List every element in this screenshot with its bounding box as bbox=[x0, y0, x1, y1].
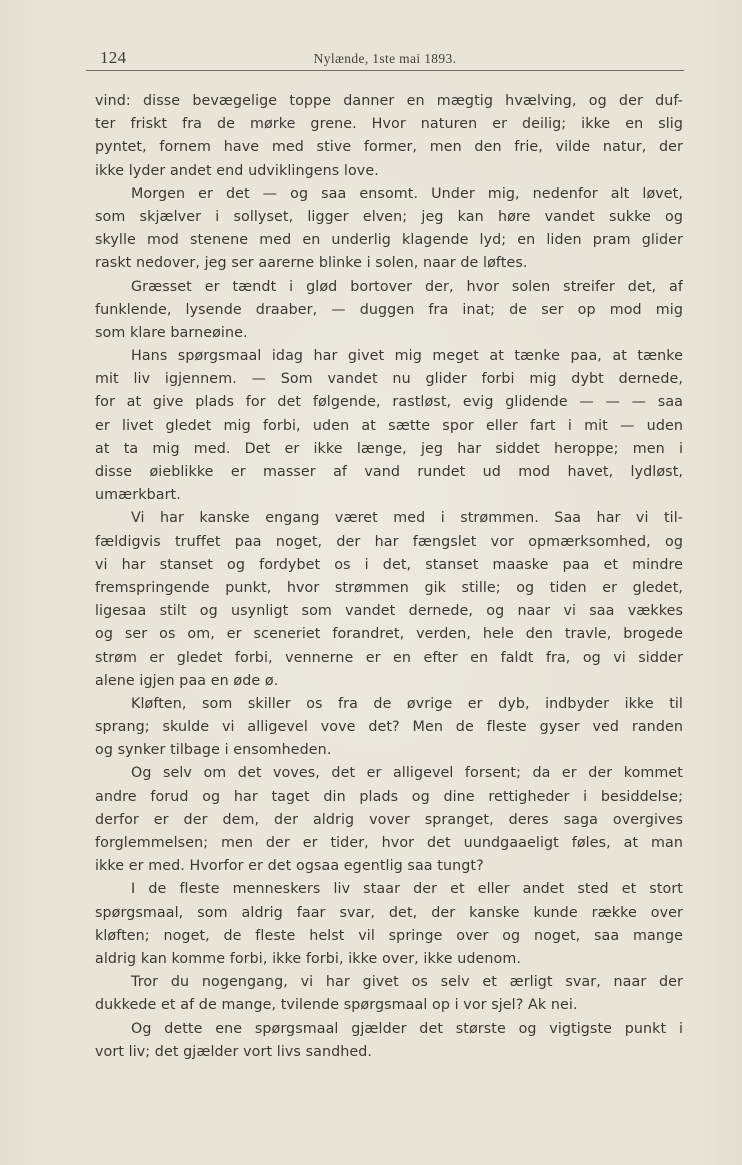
text-line: Morgen er det — og saa ensomt. Under mig, nedenfor alt løvet, bbox=[131, 185, 683, 202]
page-number: 124 bbox=[100, 48, 127, 67]
text-line: Vi har kanske engang været med i strømmen. Saa har vi til- bbox=[131, 510, 683, 527]
text-line: Kløften, som skiller os fra de øvrige er dyb, indbyder ikke til bbox=[131, 695, 683, 712]
text-line: mit liv igjennem. — Som vandet nu glider forbi mig dybt dernede, bbox=[95, 371, 683, 388]
text-line: sprang; skulde vi alligevel vove det? Men de fleste gyser ved randen bbox=[95, 719, 683, 736]
paragraph bbox=[95, 878, 683, 971]
paragraph bbox=[95, 276, 683, 346]
text-line: kløften; noget, de fleste helst vil springe over og noget, saa mange bbox=[95, 927, 683, 944]
paragraph bbox=[95, 90, 683, 183]
paragraph bbox=[95, 183, 683, 276]
text-line: andre forud og har taget din plads og dine rettigheder i besiddelse; bbox=[95, 788, 683, 805]
text-line: umærkbart. bbox=[95, 487, 181, 504]
text-line: som skjælver i sollyset, ligger elven; jeg kan høre vandet sukke og bbox=[95, 208, 683, 225]
text-line: vind: disse bevægelige toppe danner en mægtig hvælving, og der duf- bbox=[95, 93, 683, 109]
text-line: pyntet, fornem have med stive former, men den frie, vilde natur, der bbox=[95, 139, 683, 156]
text-line: Og dette ene spørgsmaal gjælder det største og vigtigste punkt i bbox=[131, 1020, 683, 1037]
text-line: ikke er med. Hvorfor er det ogsaa egentlig saa tungt? bbox=[95, 858, 484, 875]
text-line: fældigvis truffet paa noget, der har fængslet vor opmærksomhed, og bbox=[95, 533, 683, 550]
paragraph bbox=[95, 762, 683, 878]
paragraph bbox=[95, 507, 683, 693]
text-line: ter friskt fra de mørke grene. Hvor naturen er deilig; ikke en slig bbox=[95, 116, 683, 133]
text-line: ligesaa stilt og usynligt som vandet dernede, og naar vi saa vækkes bbox=[95, 603, 683, 620]
paragraph bbox=[95, 693, 683, 763]
text-line: I de fleste menneskers liv staar der et eller andet sted et stort bbox=[131, 881, 683, 898]
paragraph bbox=[95, 971, 683, 1017]
text-line: forglemmelsen; men der er tider, hvor det uundgaaeligt føles, at man bbox=[95, 835, 683, 851]
text-line: og ser os om, er sceneriet forandret, verden, hele den travle, brogede bbox=[95, 626, 683, 643]
text-line: dukkede et af de mange, tvilende spørgsmaal op i vor sjel? Ak nei. bbox=[95, 997, 578, 1014]
paragraph bbox=[95, 345, 683, 507]
body-text bbox=[95, 90, 683, 1064]
text-line: Og selv om det voves, det er alligevel forsent; da er der kommet bbox=[131, 765, 683, 782]
text-line: spørgsmaal, som aldrig faar svar, det, der kanske kunde række over bbox=[95, 904, 683, 921]
text-line: derfor er der dem, der aldrig vover spranget, deres saga overgives bbox=[95, 811, 683, 828]
text-line: raskt nedover, jeg ser aarerne blinke i solen, naar de løftes. bbox=[95, 255, 528, 272]
text-line: Hans spørgsmaal idag har givet mig meget at tænke paa, at tænke bbox=[131, 348, 683, 365]
text-line: alene igjen paa en øde ø. bbox=[95, 672, 279, 689]
page-header bbox=[86, 46, 684, 71]
text-line: er livet gledet mig forbi, uden at sætte spor eller fart i mit — uden bbox=[95, 417, 683, 434]
text-line: at ta mig med. Det er ikke længe, jeg har siddet heroppe; men i bbox=[95, 440, 683, 457]
text-line: Tror du nogengang, vi har givet os selv et ærligt svar, naar der bbox=[131, 974, 683, 991]
running-head: Nylænde, 1ste mai 1893. bbox=[313, 51, 457, 66]
text-line: strøm er gledet forbi, vennerne er en efter en faldt fra, og vi sidder bbox=[95, 649, 683, 666]
text-line: for at give plads for det følgende, rastløst, evig glidende — — — saa bbox=[95, 394, 683, 411]
text-line: funklende, lysende draaber, — duggen fra inat; de ser op mod mig bbox=[95, 301, 683, 318]
text-line: vi har stanset og fordybet os i det, stanset maaske paa et mindre bbox=[95, 556, 683, 573]
text-line: vort liv; det gjælder vort livs sandhed. bbox=[95, 1043, 373, 1060]
text-line: som klare barneøine. bbox=[95, 324, 248, 341]
paragraph bbox=[95, 1018, 683, 1064]
text-line: og synker tilbage i ensomheden. bbox=[95, 742, 332, 759]
text-line: skylle mod stenene med en underlig klagende lyd; en liden pram glider bbox=[95, 232, 683, 249]
text-line: disse øieblikke er masser af vand rundet ud mod havet, lydløst, bbox=[95, 464, 683, 480]
text-line: fremspringende punkt, hvor strømmen gik stille; og tiden er gledet, bbox=[95, 579, 683, 596]
text-line: aldrig kan komme forbi, ikke forbi, ikke over, ikke udenom. bbox=[95, 950, 521, 967]
text-line: Græsset er tændt i glød bortover der, hvor solen streifer det, af bbox=[131, 278, 683, 295]
text-line: ikke lyder andet end udviklingens love. bbox=[95, 162, 379, 179]
